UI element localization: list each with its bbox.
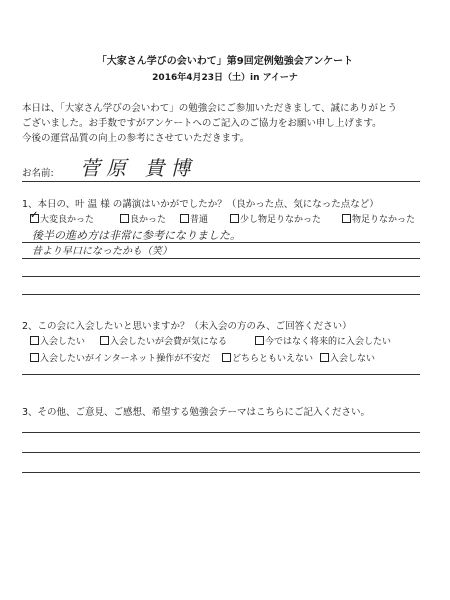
name-underline (22, 181, 420, 182)
q2-option-join-fee-concern[interactable]: 入会したいが会費が気になる (100, 334, 227, 347)
q1-option-normal[interactable]: 普通 (180, 212, 208, 225)
q1-option-slightly-lacking[interactable]: 少し物足りなかった (230, 212, 321, 225)
q2-option-internet-concern[interactable]: 入会したいがインターネット操作が不安だ (30, 351, 210, 364)
q1-option-lacking[interactable]: 物足りなかった (342, 212, 415, 225)
q3-question: 3、その他、ご意見、ご感想、希望する勉強会テーマはこちらにご記入ください。 (22, 407, 371, 418)
q1-answer-line-2[interactable]: 昔より早口になったかも（笑） (32, 246, 172, 257)
checkbox[interactable] (100, 336, 109, 345)
answer-line (22, 294, 420, 295)
answer-line (22, 472, 420, 473)
q2-question: 2、この会に入会したいと思いますか？（未入会の方のみ、ご回答ください） (22, 321, 352, 332)
checkbox[interactable] (30, 336, 39, 345)
q2-option-no-join[interactable]: 入会しない (320, 351, 375, 364)
answer-line (22, 276, 420, 277)
q2-option-undecided[interactable]: どちらともいえない (222, 351, 313, 364)
answer-line (22, 452, 420, 453)
intro-line-2: ございました。お手数ですがアンケートへのご記入のご協力をお願い申し上げます。 (22, 118, 382, 129)
checkbox[interactable] (255, 336, 264, 345)
checkbox[interactable] (222, 353, 231, 362)
q2-option-join[interactable]: 入会したい (30, 334, 85, 347)
intro-line-3: 今後の運営品質の向上の参考にさせていただきます。 (22, 133, 250, 144)
checkbox[interactable] (230, 214, 239, 223)
checkbox[interactable] (120, 214, 129, 223)
name-value[interactable]: 菅原 貴博 (80, 156, 197, 180)
answer-line (22, 374, 420, 375)
checkbox[interactable] (180, 214, 189, 223)
checkbox[interactable] (342, 214, 351, 223)
checkbox[interactable] (30, 353, 39, 362)
q1-option-very-good[interactable]: ✓大変良かった (30, 212, 94, 225)
checkbox-checked[interactable] (30, 214, 39, 223)
survey-title: 「大家さん学びの会いわて」第9回定例勉強会アンケート (96, 56, 354, 67)
answer-line (22, 258, 420, 259)
name-label: お名前: (22, 168, 54, 179)
answer-line (22, 432, 420, 433)
q1-question: 1、本日の、叶 温 様 の講演はいかがでしたか？（良かった点、気になった点など） (22, 199, 379, 210)
q1-answer-line-1[interactable]: 後半の進め方は非常に参考になりました。 (32, 229, 241, 242)
q1-option-good[interactable]: 良かった (120, 212, 166, 225)
q2-option-join-future[interactable]: 今ではなく将来的に入会したい (255, 334, 391, 347)
checkbox[interactable] (320, 353, 329, 362)
intro-line-1: 本日は、「大家さん学びの会いわて」の勉強会にご参加いただきまして、誠にありがとう (22, 103, 398, 114)
survey-date: 2016年4月23日（土）in アイーナ (152, 73, 298, 83)
